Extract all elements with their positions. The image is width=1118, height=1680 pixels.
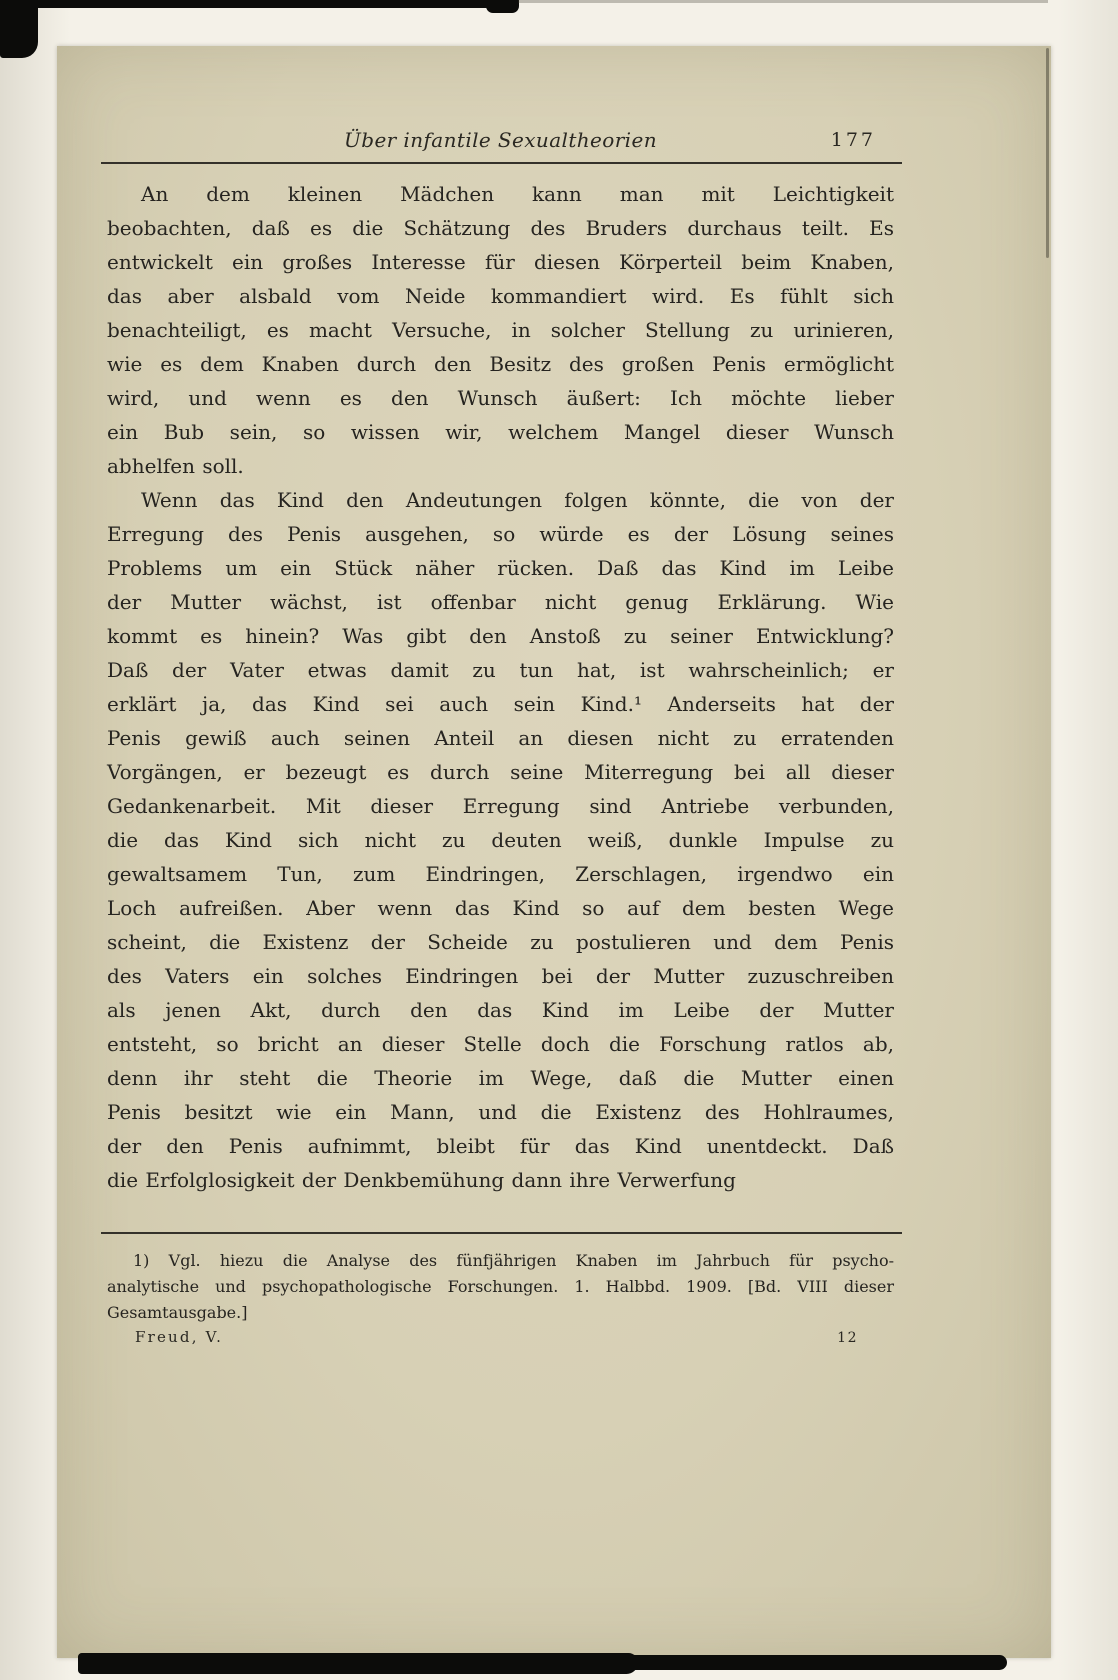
page-header xyxy=(107,128,894,158)
body-text-line: Penis gewiß auch seinen Anteil an diesen nicht zu erratenden xyxy=(107,726,894,750)
page-number: 177 xyxy=(830,129,876,151)
body-text-line: wie es dem Knaben durch den Besitz des großen Penis ermöglicht xyxy=(107,352,894,376)
body-text-line: als jenen Akt, durch den das Kind im Leibe der Mutter xyxy=(107,998,894,1022)
body-text-line: Wenn das Kind den Andeutungen folgen könnte, die von der xyxy=(141,488,894,512)
footnote xyxy=(107,1248,894,1326)
body-text xyxy=(107,177,894,1197)
body-text-line: Erregung des Penis ausgehen, so würde es der Lösung seines xyxy=(107,522,894,546)
page-content xyxy=(107,46,894,1658)
running-title: Über infantile Sexualtheorien xyxy=(343,128,657,152)
body-text-line: der den Penis aufnimmt, bleibt für das Kind unentdeckt. Daß xyxy=(107,1134,894,1158)
scan-artifact-right-edge xyxy=(1046,48,1049,258)
body-text-line: scheint, die Existenz der Scheide zu postulieren und dem Penis xyxy=(107,930,894,954)
body-text-line: Daß der Vater etwas damit zu tun hat, ist wahrscheinlich; er xyxy=(107,658,894,682)
header-rule xyxy=(101,162,902,164)
footnote-line: analytische und psychopathologische Forschungen. 1. Halbbd. 1909. [Bd. VIII dieser xyxy=(107,1277,894,1296)
body-text-line: gewaltsamem Tun, zum Eindringen, Zerschlagen, irgendwo ein xyxy=(107,862,894,886)
sheet-number: 12 xyxy=(837,1330,858,1346)
page-footer xyxy=(107,1328,894,1352)
body-text-line: die das Kind sich nicht zu deuten weiß, dunkle Impulse zu xyxy=(107,828,894,852)
body-text-line: erklärt ja, das Kind sei auch sein Kind.¹ Anderseits hat der xyxy=(107,692,894,716)
paragraph-1 xyxy=(107,177,894,483)
body-text-line: benachteiligt, es macht Versuche, in solcher Stellung zu urinieren, xyxy=(107,318,894,342)
body-text-line: ein Bub sein, so wissen wir, welchem Mangel dieser Wunsch xyxy=(107,420,894,444)
paragraph-2 xyxy=(107,483,894,1197)
scan-artifact-top-left-corner xyxy=(0,0,38,58)
body-text-line: das aber alsbald vom Neide kommandiert wird. Es fühlt sich xyxy=(107,284,894,308)
body-text-line: kommt es hinein? Was gibt den Anstoß zu seiner Entwicklung? xyxy=(107,624,894,648)
body-text-line: denn ihr steht die Theorie im Wege, daß die Mutter einen xyxy=(107,1066,894,1090)
footnote-line: 1) Vgl. hiezu die Analyse des fünfjährigen Knaben im Jahrbuch für psycho- xyxy=(133,1251,894,1270)
scan-artifact-top-blob xyxy=(486,0,519,13)
footnote-rule xyxy=(101,1232,902,1234)
footnote-line: Gesamtausgabe.] xyxy=(107,1303,248,1322)
body-text-line: wird, und wenn es den Wunsch äußert: Ich möchte lieber xyxy=(107,386,894,410)
body-text-line: Gedankenarbeit. Mit dieser Erregung sind Antriebe verbunden, xyxy=(107,794,894,818)
body-text-line: abhelfen soll. xyxy=(107,454,244,478)
scan-artifact-bottom-edge xyxy=(78,1655,1007,1670)
body-text-line: entwickelt ein großes Interesse für diesen Körperteil beim Knaben, xyxy=(107,250,894,274)
body-text-line: beobachten, daß es die Schätzung des Bruders durchaus teilt. Es xyxy=(107,216,894,240)
book-page-scan xyxy=(57,46,1051,1658)
body-text-line: der Mutter wächst, ist offenbar nicht genug Erklärung. Wie xyxy=(107,590,894,614)
body-text-line: entsteht, so bricht an dieser Stelle doch die Forschung ratlos ab, xyxy=(107,1032,894,1056)
scan-artifact-top-edge xyxy=(0,0,518,8)
scan-artifact-top-faint-edge xyxy=(518,0,1048,3)
body-text-line: Vorgängen, er bezeugt es durch seine Miterregung bei all dieser xyxy=(107,760,894,784)
body-text-line: Loch aufreißen. Aber wenn das Kind so auf dem besten Wege xyxy=(107,896,894,920)
body-text-line: die Erfolglosigkeit der Denkbemühung dann ihre Verwerfung xyxy=(107,1168,736,1192)
body-text-line: des Vaters ein solches Eindringen bei der Mutter zuzuschreiben xyxy=(107,964,894,988)
body-text-line: An dem kleinen Mädchen kann man mit Leichtigkeit xyxy=(141,182,894,206)
body-text-line: Penis besitzt wie ein Mann, und die Existenz des Hohlraumes, xyxy=(107,1100,894,1124)
body-text-line: Problems um ein Stück näher rücken. Daß das Kind im Leibe xyxy=(107,556,894,580)
footer-signature: Freud, V. xyxy=(135,1328,224,1346)
